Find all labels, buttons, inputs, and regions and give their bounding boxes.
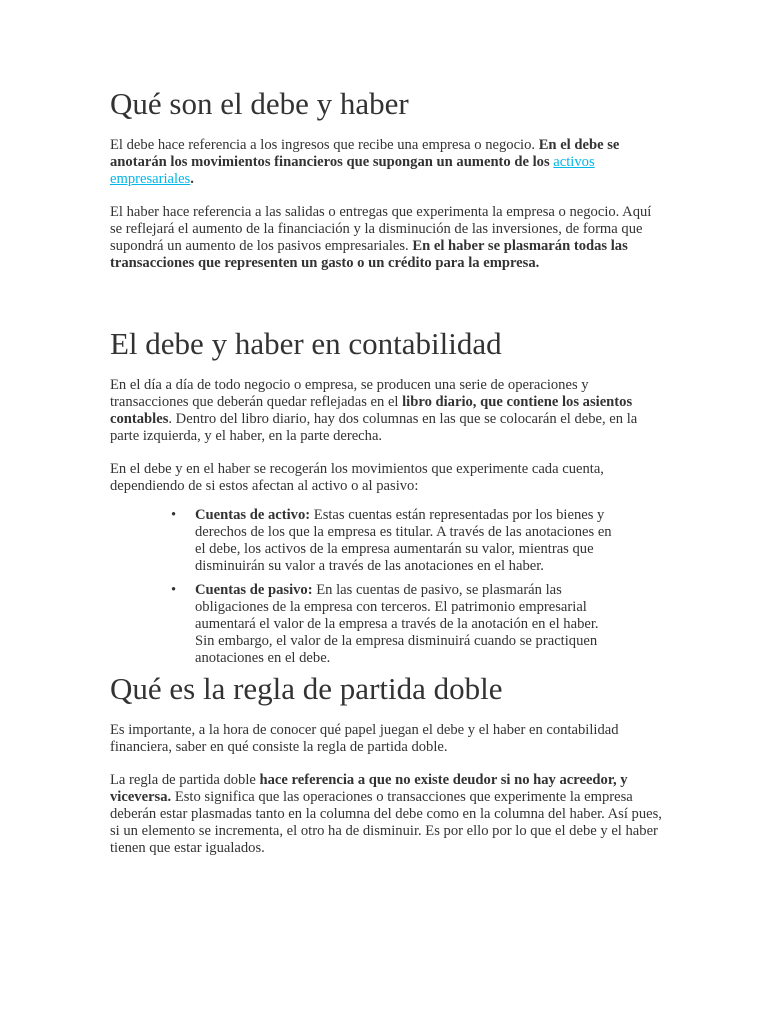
text-span: En las cuentas de pasivo, se plasmarán las obligaciones de la empresa con terceros. El patrimonio empresarial aumentará el valor de la empresa a través de la anotación en el haber. Sin embargo, el valor de la empresa disminuirá cuando se practiquen anotaciones en el debe.: [195, 582, 599, 666]
bold-span: Cuentas de activo:: [195, 507, 311, 523]
bullet-icon: •: [171, 507, 177, 523]
document-content: [110, 84, 662, 857]
text-span: Esto significa que las operaciones o transacciones que experimente la empresa deberán estar plasmadas tanto en la columna del debe como en la columna del haber. Así pues, si un elemento se incrementa, el otro ha de disminuir. Es por ello por lo que el debe y el haber tienen que estar igualados.: [110, 789, 662, 856]
paragraph-movimientos: [110, 461, 662, 495]
bold-period: .: [190, 171, 194, 187]
paragraph-regla-definicion: [110, 772, 662, 857]
paragraph-debe-definition: [110, 137, 662, 188]
text-span: La regla de partida doble: [110, 772, 260, 788]
text-span: Es importante, a la hora de conocer qué papel juegan el debe y el haber en contabilidad financiera, saber en qué consiste la regla de partida doble.: [110, 722, 619, 755]
bold-span: libro diario, que contiene los asientos contables: [110, 394, 633, 427]
activos-empresariales-link[interactable]: activos empresariales: [110, 154, 595, 187]
text-span: El debe hace referencia a los ingresos que recibe una empresa o negocio.: [110, 137, 539, 153]
text-span: En el día a día de todo negocio o empresa, se producen una serie de operaciones y transacciones que deberán quedar reflejadas en el: [110, 377, 589, 410]
paragraph-libro-diario: [110, 377, 662, 445]
text-span: El haber hace referencia a las salidas o entregas que experimenta la empresa o negocio. Aquí se reflejará el aumento de la financiación y la disminución de las inversiones, de forma que supondrá un aumento de los pasivos empresariales.: [110, 204, 652, 254]
paragraph-importancia: [110, 722, 662, 756]
cuentas-list: [110, 507, 662, 667]
heading-que-son-debe-haber: Qué son el debe y haber: [110, 86, 409, 121]
list-item-cuentas-pasivo: [171, 582, 620, 667]
heading-debe-haber-contabilidad: El debe y haber en contabilidad: [110, 326, 502, 361]
text-span: Estas cuentas están representadas por los bienes y derechos de los que la empresa es titular. A través de las anotaciones en el debe, los activos de la empresa aumentarán su valor, mientras que disminuirán su valor a través de las anotaciones en el haber.: [195, 507, 612, 574]
bold-span: hace referencia a que no existe deudor si no hay acreedor, y viceversa.: [110, 772, 628, 805]
bold-span: En el haber se plasmarán todas las transacciones que representen un gasto o un crédito para la empresa.: [110, 238, 628, 271]
bold-span: En el debe se anotarán los movimientos financieros que supongan un aumento de los: [110, 137, 620, 170]
list-item-cuentas-activo: [171, 507, 620, 575]
bold-span: Cuentas de pasivo:: [195, 582, 313, 598]
bullet-icon: •: [171, 582, 177, 598]
heading-regla-partida-doble: Qué es la regla de partida doble: [110, 671, 503, 706]
text-span: En el debe y en el haber se recogerán los movimientos que experimente cada cuenta, dependiendo de si estos afectan al activo o al pasivo:: [110, 461, 604, 494]
text-span: . Dentro del libro diario, hay dos columnas en las que se colocarán el debe, en la parte izquierda, y el haber, en la parte derecha.: [110, 411, 638, 444]
paragraph-haber-definition: [110, 204, 662, 272]
